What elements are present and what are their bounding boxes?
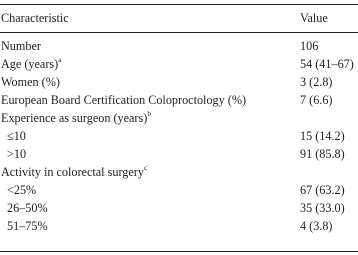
table-row <box>0 55 358 73</box>
row-value: 4 (3.8) <box>300 219 333 233</box>
table-row <box>0 217 358 235</box>
header-value: Value <box>300 11 328 25</box>
row-label: Number <box>1 39 41 53</box>
row-value: 106 <box>300 39 319 53</box>
header-characteristic: Characteristic <box>1 11 69 25</box>
row-value: 15 (14.2) <box>300 129 345 143</box>
row-value: 91 (85.8) <box>300 147 345 161</box>
table-bottom-rule <box>0 251 358 252</box>
row-label: Activity in colorectal surgery$^c$ <box>1 162 148 179</box>
row-label: ≤10 <box>7 129 26 143</box>
row-value: 35 (33.0) <box>300 201 345 215</box>
row-label: European Board Certification Coloproctology (%) <box>1 93 247 107</box>
table-row <box>0 163 358 181</box>
table-row <box>0 199 358 217</box>
row-value: 54 (41–67) <box>300 57 354 71</box>
table-row <box>0 37 358 55</box>
table-header-rule <box>0 32 358 33</box>
row-label: Women (%) <box>1 75 60 89</box>
table-row <box>0 145 358 163</box>
row-value: 7 (6.6) <box>300 93 333 107</box>
row-label: <25% <box>7 183 37 197</box>
table-row <box>0 109 358 127</box>
footnote-marker: a <box>58 54 62 64</box>
row-label: Experience as surgeon (years)$^b$ <box>1 108 152 125</box>
footnote-marker: b <box>147 108 152 118</box>
row-label: >10 <box>7 147 27 161</box>
footnote-marker: c <box>143 162 148 172</box>
table-row <box>0 181 358 199</box>
row-label: 26–50% <box>7 201 48 215</box>
table-row <box>0 127 358 145</box>
row-value: 3 (2.8) <box>300 75 333 89</box>
row-value: 67 (63.2) <box>300 183 345 197</box>
table-row <box>0 91 358 109</box>
table-row <box>0 73 358 91</box>
row-label: 51–75% <box>7 219 48 233</box>
table-top-rule <box>0 4 358 5</box>
table-header-row <box>0 9 358 27</box>
row-label: Age (years)$^a$ <box>1 54 62 71</box>
